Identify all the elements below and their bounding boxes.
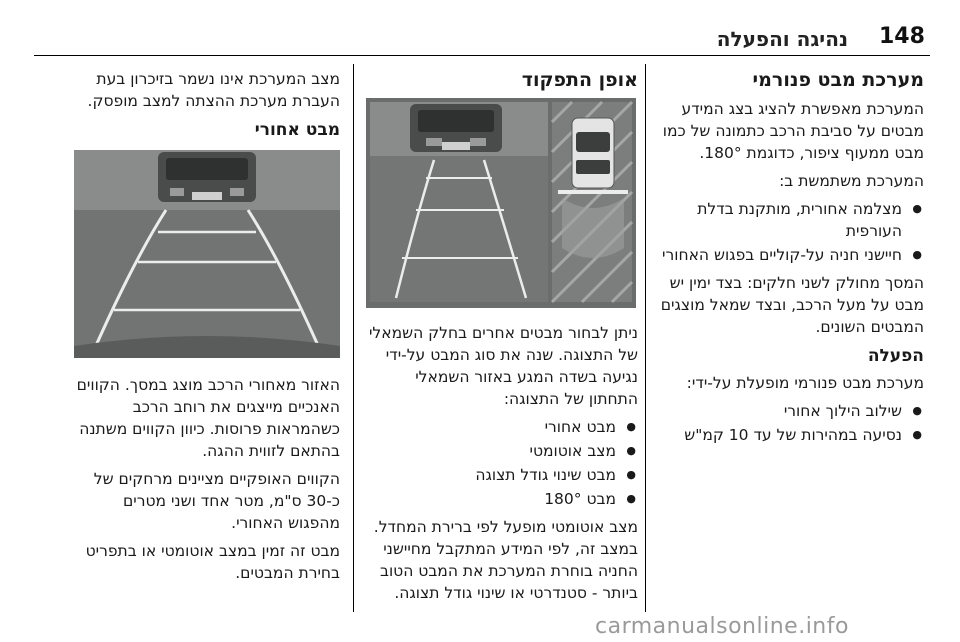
panoramic-title: מערכת מבט פנורמי [752,69,924,91]
column-divider-right [645,64,646,612]
uses-label: המערכת משתמשת ב: [779,172,924,190]
rear-view-paragraph-2: הקווים האופקיים מציינים מרחקים של כ-30 ס"מ, מטר אחד ושני מטרים מהפגוש האחורי. [93,470,340,532]
rear-view-paragraph-1: האזור מאחורי הרכב מוצג במסך. הקווים האנכיים מייצגים את רוחב הרכב כשהמראות פרוסות. כיוון הקווים משתנה בהתאם לזווית ההגה. [76,376,340,460]
list-item: ● מצלמה אחורית, מותקנת בדלת העורפית [652,198,924,242]
left-column [74,68,340,590]
list-item: ● חיישני חניה על-קוליים בפגוש האחורי [652,244,924,266]
operation-list [652,400,924,446]
rear-view-illustration [74,150,340,358]
view-list [364,416,638,510]
operation-intro: מערכת מבט פנורמי מופעלת על-ידי: [686,374,924,392]
right-column [652,68,924,452]
list-item: ● שילוב הילוך אחורי [652,400,924,422]
operation-title: הפעלה [867,346,924,366]
function-paragraph-1: ניתן לבחור מבטים אחרים בחלק השמאלי של התצוגה. שנה את סוג המבט על-ידי נגיעה בשדה המגע באזור השמאלי התחתון של התצוגה: [368,324,638,408]
watermark-text: carmanualsonline.info [595,614,849,639]
panoramic-view-illustration [366,98,636,308]
middle-column [364,68,638,610]
page-number: 148 [879,24,925,49]
list-item: ● נסיעה במהירות של עד 10 קמ"ש [652,424,924,446]
header-rule [34,55,930,56]
section-title: נהיגה והפעלה [716,27,848,51]
panoramic-intro: המערכת מאפשרת להציג בצג המידע מבטים על סביבת הרכב כתמונה של כמו מבט ממעוף ציפור, כדוגמת 180°. [662,100,924,162]
list-item: ● מצב אוטומטי [364,440,638,462]
function-title: אופן התפקוד [521,69,638,91]
uses-list [652,198,924,266]
list-item: ● מבט שינוי גודל תצוגה [364,464,638,486]
function-paragraph-2: מצב אוטומטי מופעל לפי ברירת המחדל. במצב זה, לפי המידע המתקבל מחיישני החניה בוחרת המערכת את המבט הטוב ביותר - סטנדרטי או שינוי גודל תצוגה. [373,518,638,602]
list-item: ● מבט אחורי [364,416,638,438]
rear-view-title: מבט אחורי [254,120,340,140]
panoramic-view-image [366,98,636,308]
rear-view-image [74,150,340,358]
screen-note: המסך מחולק לשני חלקים: בצד ימין יש מבט על מעל הרכב, ובצד שמאל מוצגים המבטים השונים. [660,274,924,336]
list-item: ● מבט 180° [364,488,638,510]
memory-note: מצב המערכת אינו נשמר בזיכרון בעת העברת מערכת ההצתה למצב מופסק. [87,70,340,110]
column-divider-left [353,64,354,612]
page-header [0,0,960,50]
rear-view-paragraph-3: מבט זה זמין במצב אוטומטי או בתפריט בחירת המבטים. [85,542,340,582]
